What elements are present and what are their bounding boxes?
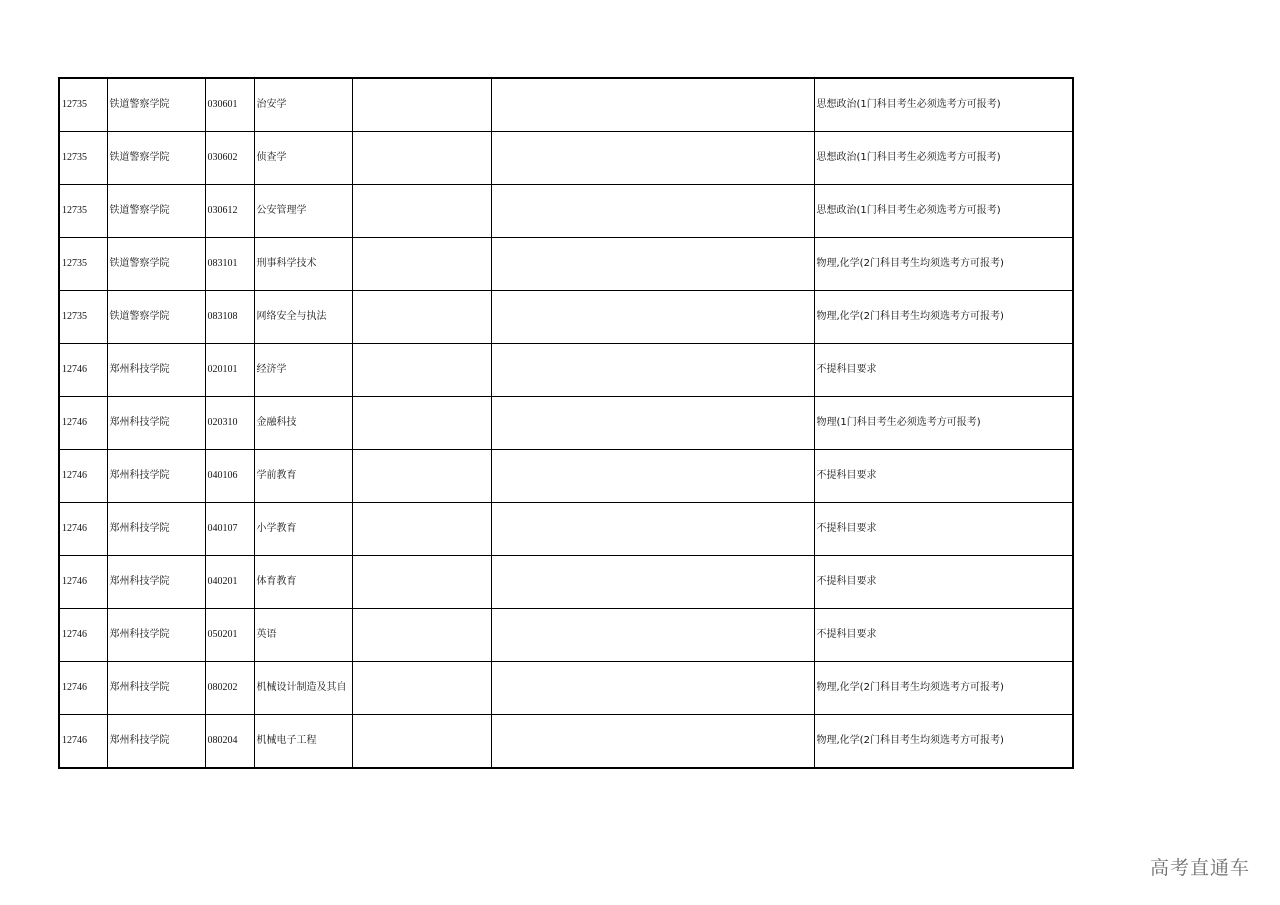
table-row — [59, 78, 1073, 132]
school-code-cell: 12746 — [59, 450, 107, 503]
school-code-cell: 12735 — [59, 185, 107, 238]
school-code-cell: 12746 — [59, 662, 107, 715]
subject-requirement-cell: 不提科目要求 — [814, 503, 1073, 556]
school-name-cell: 铁道警察学院 — [107, 78, 205, 132]
major-name-cell: 网络安全与执法 — [254, 291, 352, 344]
blank-cell — [491, 662, 814, 715]
subject-requirement-cell: 思想政治(1门科目考生必须选考方可报考) — [814, 78, 1073, 132]
school-code-cell: 12746 — [59, 715, 107, 769]
major-code-cell: 040107 — [205, 503, 254, 556]
blank-cell — [491, 397, 814, 450]
blank-cell — [491, 132, 814, 185]
subject-requirement-cell: 物理,化学(2门科目考生均须选考方可报考) — [814, 715, 1073, 769]
major-code-cell: 030612 — [205, 185, 254, 238]
school-name-cell: 郑州科技学院 — [107, 662, 205, 715]
school-name-cell: 郑州科技学院 — [107, 609, 205, 662]
major-code-cell: 050201 — [205, 609, 254, 662]
major-name-cell: 机械电子工程 — [254, 715, 352, 769]
blank-cell — [491, 450, 814, 503]
blank-cell — [491, 291, 814, 344]
table-row — [59, 662, 1073, 715]
subject-requirement-cell: 思想政治(1门科目考生必须选考方可报考) — [814, 185, 1073, 238]
major-code-cell: 020101 — [205, 344, 254, 397]
blank-cell — [491, 503, 814, 556]
major-code-cell: 030602 — [205, 132, 254, 185]
table-row — [59, 344, 1073, 397]
blank-cell — [352, 132, 491, 185]
watermark-text: 高考直通车 — [1149, 857, 1250, 879]
school-name-cell: 郑州科技学院 — [107, 397, 205, 450]
table-row — [59, 450, 1073, 503]
table-row — [59, 609, 1073, 662]
subject-requirement-cell: 不提科目要求 — [814, 556, 1073, 609]
school-code-cell: 12746 — [59, 609, 107, 662]
subject-requirement-cell: 物理(1门科目考生必须选考方可报考) — [814, 397, 1073, 450]
table-row — [59, 715, 1073, 769]
blank-cell — [352, 397, 491, 450]
school-code-cell: 12735 — [59, 291, 107, 344]
table-row — [59, 291, 1073, 344]
major-name-cell: 学前教育 — [254, 450, 352, 503]
table-row — [59, 503, 1073, 556]
blank-cell — [491, 609, 814, 662]
blank-cell — [491, 185, 814, 238]
major-name-cell: 治安学 — [254, 78, 352, 132]
school-code-cell: 12746 — [59, 397, 107, 450]
school-name-cell: 铁道警察学院 — [107, 291, 205, 344]
school-code-cell: 12735 — [59, 78, 107, 132]
subject-requirement-cell: 物理,化学(2门科目考生均须选考方可报考) — [814, 662, 1073, 715]
blank-cell — [352, 556, 491, 609]
major-name-cell: 经济学 — [254, 344, 352, 397]
major-name-cell: 侦查学 — [254, 132, 352, 185]
blank-cell — [352, 503, 491, 556]
school-code-cell: 12746 — [59, 556, 107, 609]
major-name-cell: 公安管理学 — [254, 185, 352, 238]
school-name-cell: 郑州科技学院 — [107, 344, 205, 397]
blank-cell — [491, 238, 814, 291]
major-name-cell: 刑事科学技术 — [254, 238, 352, 291]
blank-cell — [491, 78, 814, 132]
blank-cell — [352, 291, 491, 344]
blank-cell — [352, 344, 491, 397]
admission-requirements-table — [58, 77, 1074, 769]
school-code-cell: 12735 — [59, 132, 107, 185]
major-code-cell: 080204 — [205, 715, 254, 769]
school-code-cell: 12735 — [59, 238, 107, 291]
table-body — [59, 78, 1073, 768]
major-name-cell: 英语 — [254, 609, 352, 662]
blank-cell — [352, 78, 491, 132]
table-row — [59, 238, 1073, 291]
major-name-cell: 小学教育 — [254, 503, 352, 556]
subject-requirement-cell: 不提科目要求 — [814, 450, 1073, 503]
major-code-cell: 080202 — [205, 662, 254, 715]
major-code-cell: 083108 — [205, 291, 254, 344]
school-name-cell: 铁道警察学院 — [107, 185, 205, 238]
blank-cell — [352, 238, 491, 291]
major-name-cell: 金融科技 — [254, 397, 352, 450]
subject-requirement-cell: 物理,化学(2门科目考生均须选考方可报考) — [814, 291, 1073, 344]
school-code-cell: 12746 — [59, 503, 107, 556]
school-name-cell: 郑州科技学院 — [107, 556, 205, 609]
major-code-cell: 040201 — [205, 556, 254, 609]
table-row — [59, 185, 1073, 238]
major-name-cell: 机械设计制造及其自 — [254, 662, 352, 715]
subject-requirement-cell: 思想政治(1门科目考生必须选考方可报考) — [814, 132, 1073, 185]
school-code-cell: 12746 — [59, 344, 107, 397]
major-code-cell: 030601 — [205, 78, 254, 132]
blank-cell — [491, 715, 814, 769]
subject-requirement-cell: 不提科目要求 — [814, 609, 1073, 662]
major-code-cell: 020310 — [205, 397, 254, 450]
subject-requirement-cell: 物理,化学(2门科目考生均须选考方可报考) — [814, 238, 1073, 291]
blank-cell — [352, 662, 491, 715]
school-name-cell: 铁道警察学院 — [107, 238, 205, 291]
major-code-cell: 083101 — [205, 238, 254, 291]
table-row — [59, 397, 1073, 450]
blank-cell — [352, 609, 491, 662]
table-row — [59, 132, 1073, 185]
school-name-cell: 铁道警察学院 — [107, 132, 205, 185]
major-name-cell: 体育教育 — [254, 556, 352, 609]
blank-cell — [352, 715, 491, 769]
school-name-cell: 郑州科技学院 — [107, 715, 205, 769]
table-row — [59, 556, 1073, 609]
blank-cell — [491, 344, 814, 397]
blank-cell — [491, 556, 814, 609]
school-name-cell: 郑州科技学院 — [107, 450, 205, 503]
blank-cell — [352, 185, 491, 238]
subject-requirement-cell: 不提科目要求 — [814, 344, 1073, 397]
major-code-cell: 040106 — [205, 450, 254, 503]
blank-cell — [352, 450, 491, 503]
school-name-cell: 郑州科技学院 — [107, 503, 205, 556]
